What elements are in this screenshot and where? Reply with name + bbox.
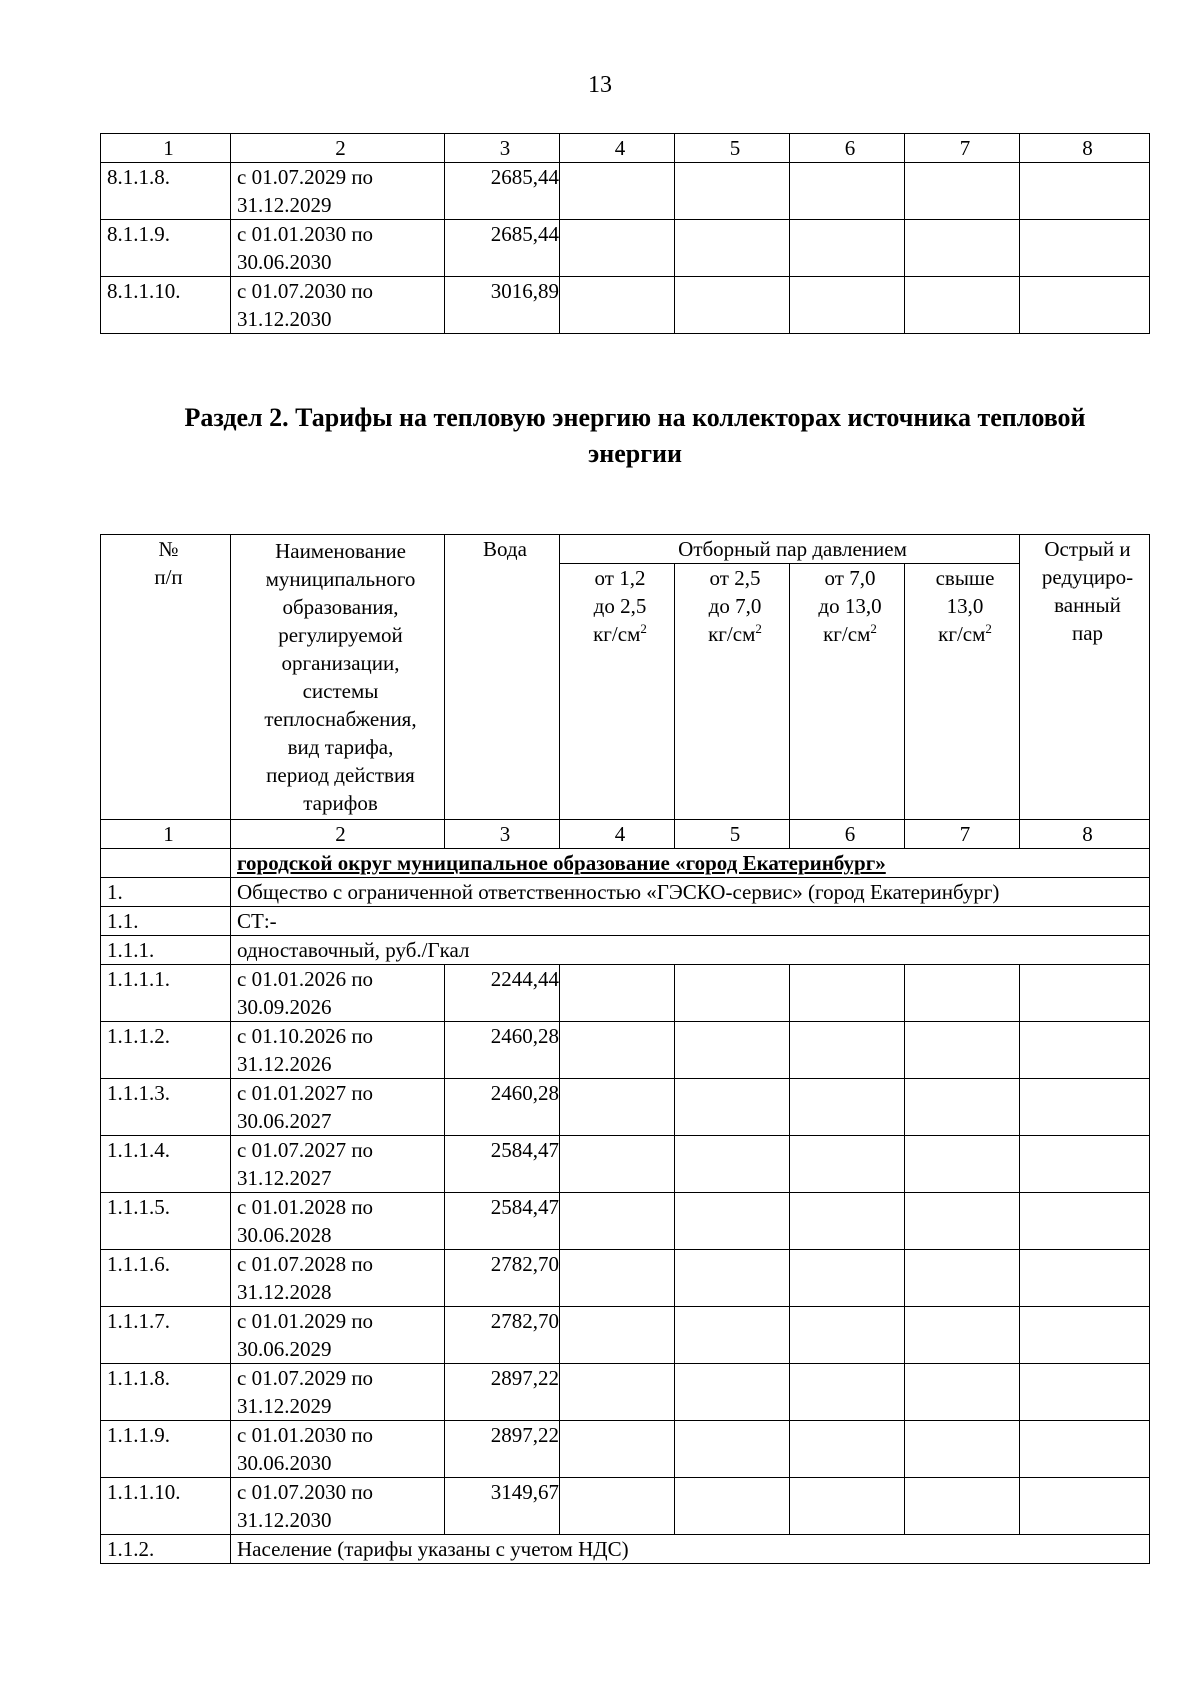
- empty-cell-col4: [560, 163, 675, 220]
- water-tariff: 3016,89: [445, 277, 560, 334]
- empty-cell-col7: [905, 1136, 1020, 1193]
- row-id: 1.: [101, 878, 231, 907]
- water-tariff: 2584,47: [445, 1136, 560, 1193]
- row-id: 1.1.1.9.: [101, 1421, 231, 1478]
- column-number-5: 5: [675, 820, 790, 849]
- empty-cell-col5: [675, 1421, 790, 1478]
- steam-header-6-line1: от 7,0: [824, 566, 876, 591]
- column-number-4: 4: [560, 820, 675, 849]
- header-name-line1: Наименование: [275, 539, 406, 563]
- municipality-title: городской округ муниципальное образование «город Екатеринбург»: [237, 851, 886, 875]
- empty-cell-col7: [905, 1421, 1020, 1478]
- header-sharp-steam-line3: ванный: [1054, 593, 1121, 617]
- header-name-line10: тарифов: [303, 791, 378, 815]
- empty-cell-col5: [675, 1022, 790, 1079]
- system-row: [101, 907, 1150, 936]
- column-number-row: [101, 134, 1150, 163]
- unit-exponent: 2: [640, 621, 647, 637]
- unit-exponent: 2: [985, 621, 992, 637]
- population-row: [101, 1535, 1150, 1564]
- period-end: 30.06.2030: [237, 1451, 332, 1475]
- period-cell: [231, 1193, 445, 1250]
- period-start: с 01.07.2028 по: [237, 1252, 374, 1276]
- empty-cell-col8: [1020, 1250, 1150, 1307]
- period-start: с 01.01.2028 по: [237, 1195, 374, 1219]
- period-end: 31.12.2029: [237, 193, 332, 217]
- header-name-line4: регулируемой: [278, 623, 403, 647]
- water-tariff: 2897,22: [445, 1364, 560, 1421]
- top-table-body: [101, 134, 1150, 334]
- empty-cell-col5: [675, 965, 790, 1022]
- period-cell: [231, 1421, 445, 1478]
- empty-cell-col4: [560, 1364, 675, 1421]
- period-start: с 01.01.2026 по: [237, 967, 374, 991]
- empty-cell-col7: [905, 1193, 1020, 1250]
- period-start: с 01.01.2027 по: [237, 1081, 374, 1105]
- empty-cell-col4: [560, 1421, 675, 1478]
- empty-cell-col5: [675, 1307, 790, 1364]
- empty-cell-col7: [905, 965, 1020, 1022]
- period-cell: [231, 1364, 445, 1421]
- column-number-7: 7: [905, 134, 1020, 163]
- empty-cell-col6: [790, 1193, 905, 1250]
- period-cell: [231, 1079, 445, 1136]
- water-tariff: 2685,44: [445, 163, 560, 220]
- water-tariff: 3149,67: [445, 1478, 560, 1535]
- empty-cell-col6: [790, 1250, 905, 1307]
- empty-cell-col6: [790, 277, 905, 334]
- empty-cell-col5: [675, 1079, 790, 1136]
- period-end: 30.09.2026: [237, 995, 332, 1019]
- section-title-line2: энергии: [588, 439, 682, 468]
- row-id: 1.1.: [101, 907, 231, 936]
- empty-cell-col5: [675, 220, 790, 277]
- column-number-6: 6: [790, 134, 905, 163]
- empty-cell-col8: [1020, 1307, 1150, 1364]
- empty-cell-col8: [1020, 1421, 1150, 1478]
- column-number-2: 2: [231, 820, 445, 849]
- water-tariff: 2782,70: [445, 1250, 560, 1307]
- steam-header-5-line3: $кг/см^2$: [708, 621, 762, 647]
- column-number-row: [101, 820, 1150, 849]
- water-tariff: 2584,47: [445, 1193, 560, 1250]
- period-end: 31.12.2030: [237, 307, 332, 331]
- water-tariff: 2460,28: [445, 1022, 560, 1079]
- water-tariff: 2460,28: [445, 1079, 560, 1136]
- header-steam-7-13: [790, 564, 905, 820]
- empty-cell-col4: [560, 220, 675, 277]
- header-steam-group: Отборный пар давлением: [560, 535, 1020, 564]
- municipality-name: [231, 849, 1150, 878]
- header-sharp-steam-line4: пар: [1071, 621, 1104, 645]
- row-id: 1.1.1.2.: [101, 1022, 231, 1079]
- table-row: [101, 1250, 1150, 1307]
- header-name-line5: организации,: [281, 651, 400, 675]
- period-end: 31.12.2026: [237, 1052, 332, 1076]
- organization-name: Общество с ограниченной ответственностью «ГЭСКО-сервис» (город Екатеринбург): [231, 878, 1150, 907]
- empty-cell-col4: [560, 1079, 675, 1136]
- period-cell: [231, 965, 445, 1022]
- header-number-line2: п/п: [154, 565, 183, 589]
- table-row: [101, 1307, 1150, 1364]
- header-name-line2: муниципального: [265, 567, 416, 591]
- empty-cell-col6: [790, 965, 905, 1022]
- unit-exponent: 2: [755, 621, 762, 637]
- tariff-type: одноставочный, руб./Гкал: [231, 936, 1150, 965]
- period-start: с 01.01.2029 по: [237, 1309, 374, 1333]
- empty-cell-col8: [1020, 1136, 1150, 1193]
- steam-header-7-line3: $кг/см^2$: [938, 621, 992, 647]
- empty-cell-col5: [675, 1193, 790, 1250]
- header-number: [101, 535, 231, 820]
- header-sharp-steam: [1020, 535, 1150, 820]
- water-tariff: 2782,70: [445, 1307, 560, 1364]
- row-id: 8.1.1.8.: [101, 163, 231, 220]
- period-start: с 01.01.2030 по: [237, 1423, 374, 1447]
- period-cell: [231, 220, 445, 277]
- empty-cell-col6: [790, 1136, 905, 1193]
- row-id: 1.1.1.8.: [101, 1364, 231, 1421]
- column-number-5: 5: [675, 134, 790, 163]
- period-cell: [231, 277, 445, 334]
- header-steam-above-13: [905, 564, 1020, 820]
- row-id: 1.1.1.: [101, 936, 231, 965]
- organization-row: [101, 878, 1150, 907]
- empty-cell-col8: [1020, 1193, 1150, 1250]
- header-steam-2-5-7: [675, 564, 790, 820]
- section-title-line1: Раздел 2. Тарифы на тепловую энергию на коллекторах источника тепловой: [184, 403, 1086, 432]
- empty-cell-col7: [905, 1307, 1020, 1364]
- tariff-type-row: [101, 936, 1150, 965]
- municipality-id-cell: [101, 849, 231, 878]
- empty-cell-col4: [560, 1136, 675, 1193]
- steam-header-6-line2: до 13,0: [818, 594, 882, 619]
- table-row: [101, 1022, 1150, 1079]
- row-id: 1.1.2.: [101, 1535, 231, 1564]
- column-number-3: 3: [445, 820, 560, 849]
- period-start: с 01.10.2026 по: [237, 1024, 374, 1048]
- system-name: СТ:-: [231, 907, 1150, 936]
- water-tariff: 2897,22: [445, 1421, 560, 1478]
- empty-cell-col7: [905, 163, 1020, 220]
- empty-cell-col4: [560, 1250, 675, 1307]
- column-number-1: 1: [101, 820, 231, 849]
- table-row: [101, 163, 1150, 220]
- section-title: [130, 400, 1140, 472]
- header-steam-1-2-5: [560, 564, 675, 820]
- column-number-2: 2: [231, 134, 445, 163]
- empty-cell-col7: [905, 1022, 1020, 1079]
- header-name: [231, 535, 445, 820]
- steam-header-4-line3: $кг/см^2$: [593, 621, 647, 647]
- empty-cell-col7: [905, 220, 1020, 277]
- table-row: [101, 1079, 1150, 1136]
- empty-cell-col8: [1020, 220, 1150, 277]
- period-end: 30.06.2029: [237, 1337, 332, 1361]
- water-tariff: 2685,44: [445, 220, 560, 277]
- header-name-line6: системы: [302, 679, 379, 703]
- period-end: 31.12.2029: [237, 1394, 332, 1418]
- empty-cell-col5: [675, 1250, 790, 1307]
- period-cell: [231, 163, 445, 220]
- empty-cell-col5: [675, 163, 790, 220]
- period-end: 31.12.2027: [237, 1166, 332, 1190]
- empty-cell-col4: [560, 965, 675, 1022]
- empty-cell-col6: [790, 1022, 905, 1079]
- table-row: [101, 220, 1150, 277]
- row-id: 1.1.1.7.: [101, 1307, 231, 1364]
- period-start: с 01.07.2029 по: [237, 165, 374, 189]
- row-id: 1.1.1.4.: [101, 1136, 231, 1193]
- steam-header-5-line1: от 2,5: [709, 566, 761, 591]
- empty-cell-col8: [1020, 1079, 1150, 1136]
- header-sharp-steam-line2: редуциро-: [1041, 565, 1134, 589]
- period-end: 30.06.2030: [237, 250, 332, 274]
- table-row: [101, 965, 1150, 1022]
- period-end: 31.12.2030: [237, 1508, 332, 1532]
- period-cell: [231, 1307, 445, 1364]
- empty-cell-col4: [560, 277, 675, 334]
- empty-cell-col6: [790, 1478, 905, 1535]
- empty-cell-col7: [905, 277, 1020, 334]
- row-id: 1.1.1.1.: [101, 965, 231, 1022]
- header-row-1: [101, 535, 1150, 564]
- period-start: с 01.07.2030 по: [237, 279, 374, 303]
- header-name-line9: период действия: [266, 763, 415, 787]
- empty-cell-col6: [790, 1421, 905, 1478]
- continued-tariff-table: [100, 133, 1150, 334]
- period-start: с 01.07.2029 по: [237, 1366, 374, 1390]
- empty-cell-col8: [1020, 965, 1150, 1022]
- table-row: [101, 277, 1150, 334]
- empty-cell-col7: [905, 1364, 1020, 1421]
- period-end: 30.06.2028: [237, 1223, 332, 1247]
- row-id: 8.1.1.9.: [101, 220, 231, 277]
- column-number-3: 3: [445, 134, 560, 163]
- header-sharp-steam-line1: Острый и: [1044, 537, 1131, 561]
- period-cell: [231, 1022, 445, 1079]
- empty-cell-col4: [560, 1478, 675, 1535]
- section-2-tariff-table: [100, 534, 1150, 1564]
- row-id: 1.1.1.5.: [101, 1193, 231, 1250]
- empty-cell-col7: [905, 1478, 1020, 1535]
- column-number-8: 8: [1020, 820, 1150, 849]
- steam-header-5-line2: до 7,0: [708, 594, 762, 619]
- header-name-line3: образования,: [282, 595, 399, 619]
- empty-cell-col8: [1020, 1364, 1150, 1421]
- empty-cell-col6: [790, 1307, 905, 1364]
- row-id: 1.1.1.10.: [101, 1478, 231, 1535]
- column-number-8: 8: [1020, 134, 1150, 163]
- period-start: с 01.07.2030 по: [237, 1480, 374, 1504]
- water-tariff: 2244,44: [445, 965, 560, 1022]
- empty-cell-col6: [790, 1079, 905, 1136]
- row-id: 1.1.1.3.: [101, 1079, 231, 1136]
- row-id: 8.1.1.10.: [101, 277, 231, 334]
- empty-cell-col6: [790, 220, 905, 277]
- population-text: Население (тарифы указаны с учетом НДС): [231, 1535, 1150, 1564]
- header-name-line8: вид тарифа,: [287, 735, 394, 759]
- empty-cell-col8: [1020, 1478, 1150, 1535]
- empty-cell-col8: [1020, 277, 1150, 334]
- header-number-line1: №: [158, 537, 179, 561]
- empty-cell-col5: [675, 277, 790, 334]
- period-end: 31.12.2028: [237, 1280, 332, 1304]
- municipality-row: [101, 849, 1150, 878]
- period-end: 30.06.2027: [237, 1109, 332, 1133]
- empty-cell-col5: [675, 1478, 790, 1535]
- period-cell: [231, 1250, 445, 1307]
- empty-cell-col4: [560, 1193, 675, 1250]
- steam-header-6-line3: $кг/см^2$: [823, 621, 877, 647]
- header-name-line7: теплоснабжения,: [264, 707, 417, 731]
- header-water: Вода: [445, 535, 560, 820]
- empty-cell-col8: [1020, 163, 1150, 220]
- column-number-6: 6: [790, 820, 905, 849]
- empty-cell-col8: [1020, 1022, 1150, 1079]
- empty-cell-col6: [790, 163, 905, 220]
- table-row: [101, 1364, 1150, 1421]
- steam-header-4-line2: до 2,5: [593, 594, 647, 619]
- period-cell: [231, 1478, 445, 1535]
- empty-cell-col6: [790, 1364, 905, 1421]
- table-row: [101, 1478, 1150, 1535]
- period-start: с 01.01.2030 по: [237, 222, 374, 246]
- empty-cell-col4: [560, 1307, 675, 1364]
- table-row: [101, 1193, 1150, 1250]
- empty-cell-col7: [905, 1079, 1020, 1136]
- row-id: 1.1.1.6.: [101, 1250, 231, 1307]
- table-row: [101, 1421, 1150, 1478]
- steam-header-7-line2: 13,0: [946, 594, 984, 619]
- column-number-7: 7: [905, 820, 1020, 849]
- steam-header-4-line1: от 1,2: [594, 566, 646, 591]
- table-row: [101, 1136, 1150, 1193]
- empty-cell-col7: [905, 1250, 1020, 1307]
- steam-header-7-line1: свыше: [935, 566, 995, 591]
- column-number-4: 4: [560, 134, 675, 163]
- page-number: 13: [588, 72, 612, 98]
- unit-exponent: 2: [870, 621, 877, 637]
- main-table-body: [101, 820, 1150, 1564]
- empty-cell-col4: [560, 1022, 675, 1079]
- empty-cell-col5: [675, 1136, 790, 1193]
- column-number-1: 1: [101, 134, 231, 163]
- period-cell: [231, 1136, 445, 1193]
- period-start: с 01.07.2027 по: [237, 1138, 374, 1162]
- empty-cell-col5: [675, 1364, 790, 1421]
